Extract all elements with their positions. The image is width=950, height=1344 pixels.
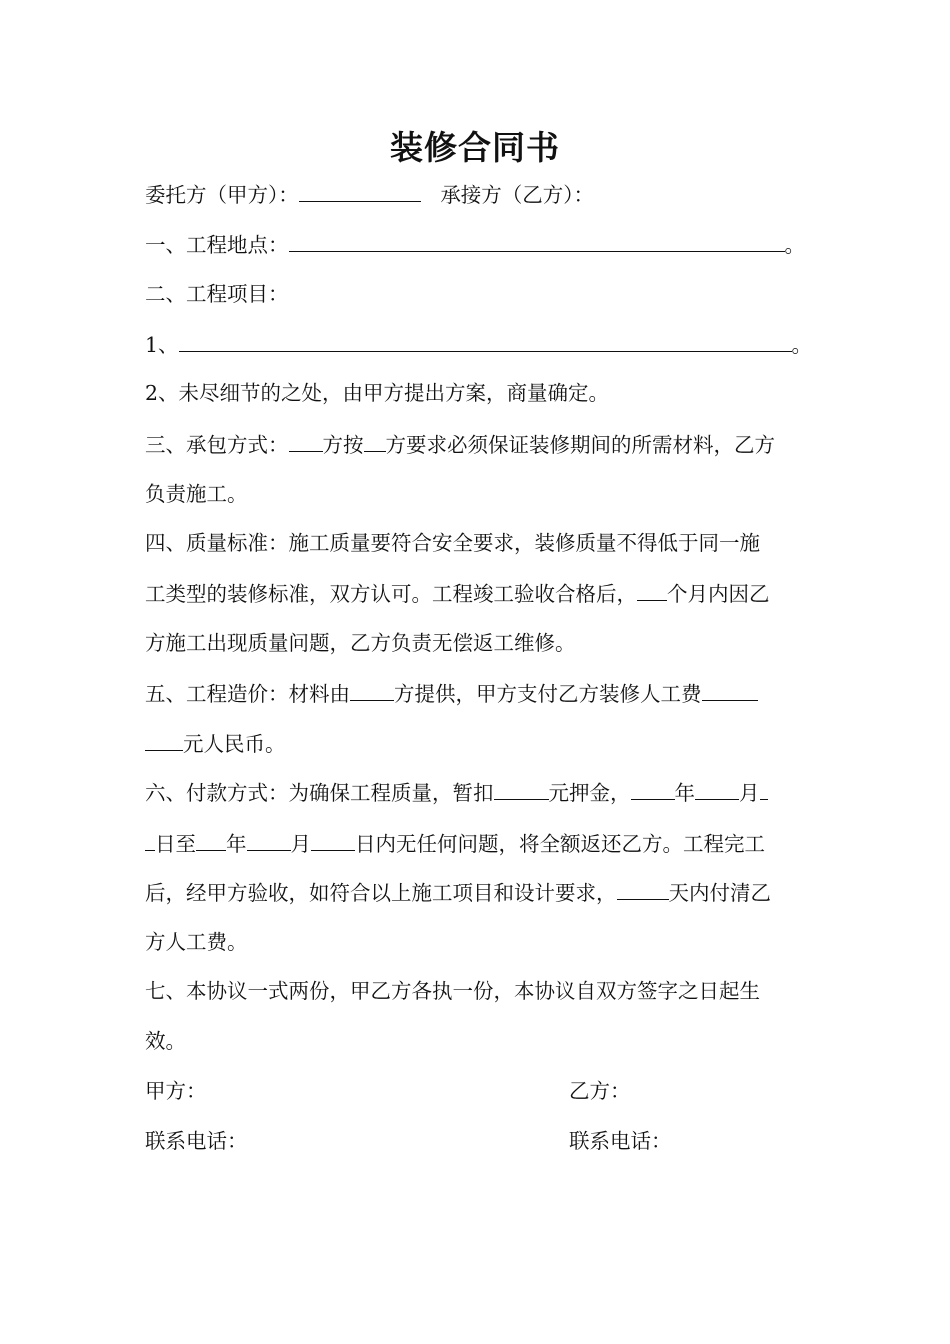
project-cost-text-c: 元人民币。 — [183, 732, 286, 756]
payment-days-blank — [617, 878, 669, 900]
parties-line — [145, 180, 810, 209]
deposit-amount-blank — [494, 778, 549, 800]
payment-text-c: 日至 — [155, 832, 196, 856]
month-text: 月 — [290, 832, 311, 856]
contract-mode-blank-2 — [364, 430, 386, 452]
labor-fee-blank-1 — [702, 679, 758, 701]
contract-mode-blank-1 — [289, 430, 323, 452]
signature-party-a: 甲方： — [145, 1079, 207, 1103]
payment-text-a: 六、付款方式：为确保工程质量，暂扣 — [145, 781, 494, 805]
labor-fee-blank-2 — [145, 729, 183, 751]
quality-standard-line-3: 方施工出现质量问题，乙方负责无偿返工维修。 — [145, 631, 576, 655]
payment-text-f: 天内付清乙 — [668, 881, 771, 905]
payment-text-d: 日内无任何问题，将全额返还乙方。工程完工 — [355, 832, 765, 856]
quality-standard-line-1: 四、质量标准：施工质量要符合安全要求，装修质量不得低于同一施 — [145, 531, 760, 555]
end-year-blank — [196, 829, 226, 851]
contract-mode-line-2: 负责施工。 — [145, 482, 248, 506]
material-provider-blank — [350, 679, 394, 701]
party-b-label: 承接方（乙方）： — [440, 183, 595, 207]
project-location-blank — [289, 230, 785, 252]
phone-party-a: 联系电话： — [145, 1129, 248, 1153]
project-item-2-line: 2、未尽细节的之处，由甲方提出方案，商量确定。 — [145, 381, 610, 405]
payment-text-e: 后，经甲方验收，如符合以上施工项目和设计要求， — [145, 881, 617, 905]
project-cost-line-1 — [145, 679, 810, 708]
year-text: 年 — [674, 781, 695, 805]
phone-party-b: 联系电话： — [569, 1129, 672, 1153]
start-year-blank — [631, 778, 675, 800]
signature-party-b: 乙方： — [569, 1079, 631, 1103]
payment-line-4: 方人工费。 — [145, 930, 248, 954]
project-item-1-blank — [179, 330, 792, 352]
party-a-label: 委托方（甲方）： — [145, 183, 299, 207]
quality-standard-text-a: 工类型的装修标准，双方认可。工程竣工验收合格后， — [145, 582, 637, 606]
project-item-1-label: 1、 — [145, 333, 179, 357]
year-text: 年 — [226, 832, 247, 856]
payment-text-b: 元押金， — [548, 781, 631, 805]
contract-mode-line-1 — [145, 430, 810, 459]
project-cost-text-b: 方提供，甲方支付乙方装修人工费 — [394, 682, 702, 706]
agreement-line-2: 效。 — [145, 1029, 186, 1053]
start-day-blank-1 — [760, 778, 768, 800]
warranty-months-blank — [637, 579, 667, 601]
party-a-blank — [299, 180, 421, 202]
payment-line-2 — [145, 829, 810, 858]
period: 。 — [784, 233, 805, 257]
project-item-1-line — [145, 330, 813, 359]
month-text: 月 — [739, 781, 760, 805]
project-location-label: 一、工程地点： — [145, 233, 289, 257]
contract-mode-text-c: 方要求必须保证装修期间的所需材料，乙方 — [385, 433, 775, 457]
quality-standard-text-b: 个月内因乙 — [667, 582, 770, 606]
end-month-blank — [247, 829, 291, 851]
project-items-heading: 二、工程项目： — [145, 282, 289, 306]
contract-mode-text-b: 方按 — [322, 433, 364, 457]
contract-mode-label: 三、承包方式： — [145, 433, 289, 457]
end-day-blank — [311, 829, 355, 851]
project-cost-text-a: 五、工程造价：材料由 — [145, 682, 350, 706]
start-month-blank — [695, 778, 739, 800]
quality-standard-line-2 — [145, 579, 810, 608]
start-day-blank-2 — [145, 829, 155, 851]
project-location-line — [145, 230, 810, 259]
payment-line-1 — [145, 778, 810, 807]
document-title: 装修合同书 — [390, 128, 560, 167]
agreement-line-1: 七、本协议一式两份，甲乙方各执一份，本协议自双方签字之日起生 — [145, 979, 760, 1003]
project-cost-line-2 — [145, 729, 810, 758]
payment-line-3 — [145, 878, 810, 907]
period: 。 — [791, 333, 813, 357]
